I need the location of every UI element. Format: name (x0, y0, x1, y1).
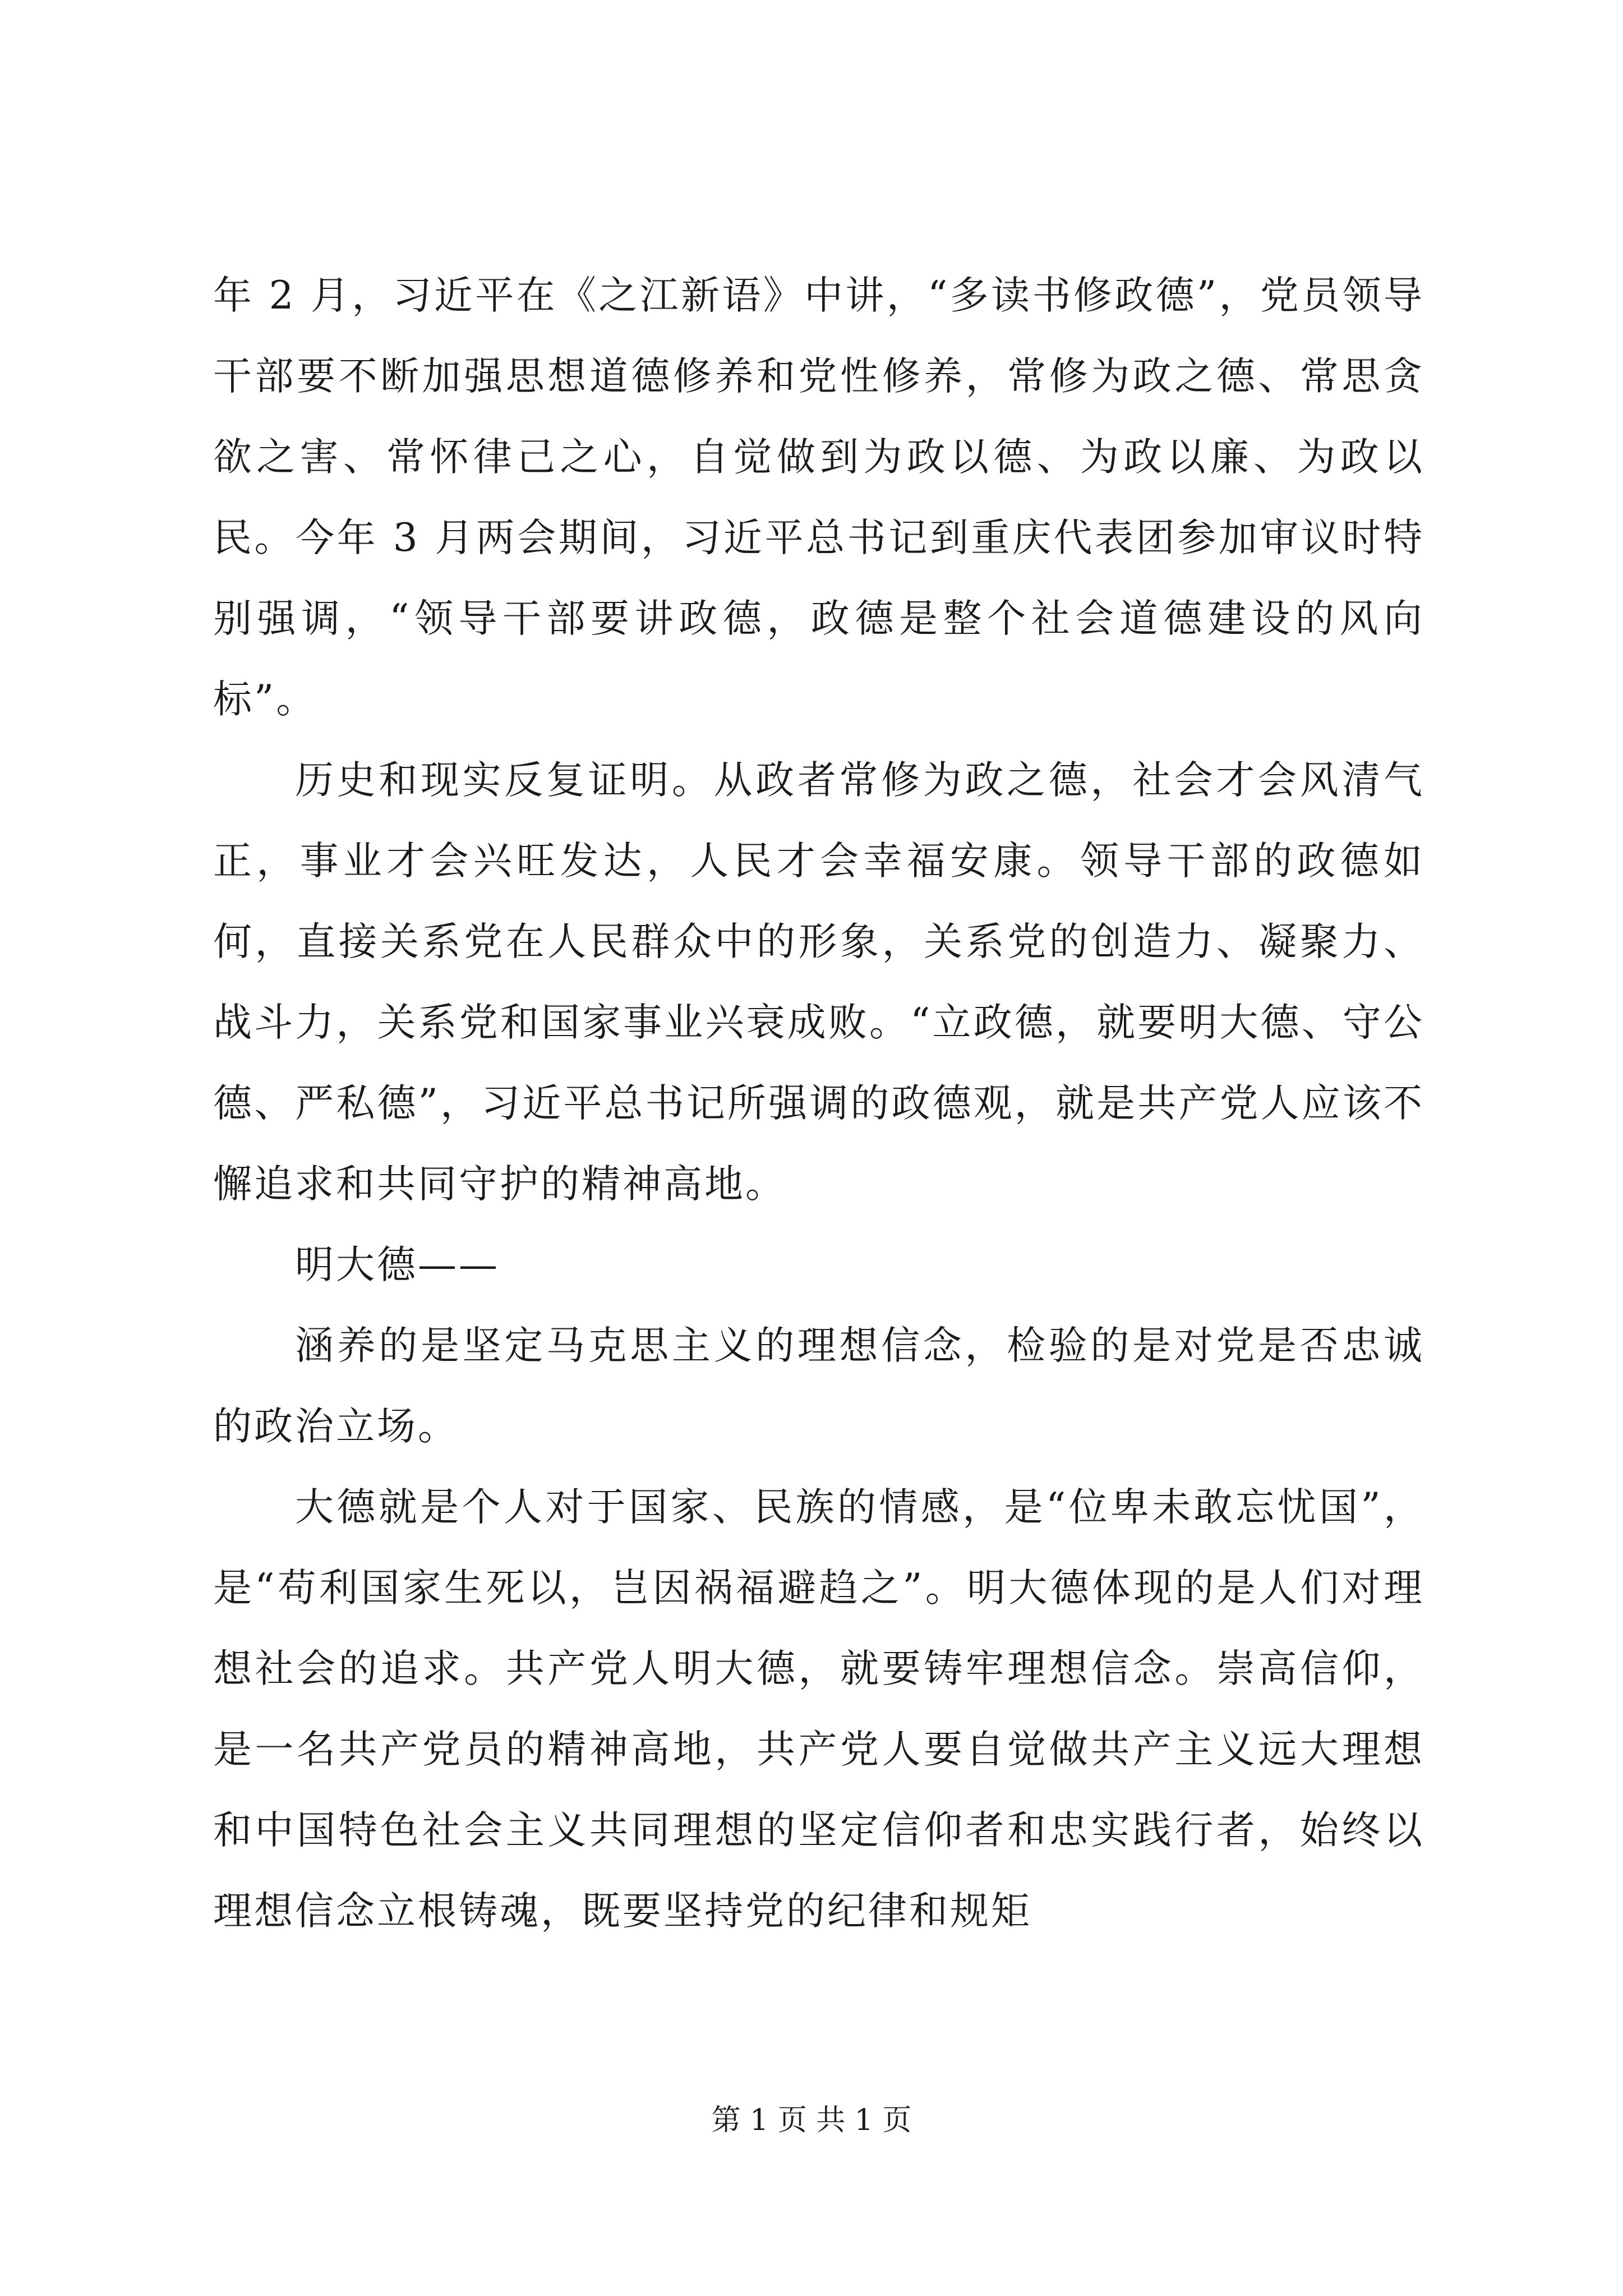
paragraph-2: 历史和现实反复证明。从政者常修为政之德，社会才会风清气正，事业才会兴旺发达，人民才会幸福安康。领导干部的政德如何，直接关系党在人民群众中的形象，关系党的创造力、凝聚力、战斗力，关系党和国家事业兴衰成败。“立政德，就要明大德、守公德、严私德”，习近平总书记所强调的政德观，就是共产党人应该不懈追求和共同守护的精神高地。 (213, 758, 1424, 1207)
document-body (213, 255, 1424, 1952)
page-footer: 第 1 页 共 1 页 (711, 2104, 912, 2137)
paragraph-1: 年 2 月，习近平在《之江新语》中讲，“多读书修政德”，党员领导干部要不断加强思想道德修养和党性修养，常修为政之德、常思贪欲之害、常怀律己之心，自觉做到为政以德、为政以廉、为政以民。今年 3 月两会期间，习近平总书记到重庆代表团参加审议时特别强调，“领导干部要讲政德，政德是整个社会道德建设的风向标”。 (213, 273, 1424, 722)
section-heading: 明大德—— (295, 1243, 500, 1287)
paragraph-4: 大德就是个人对于国家、民族的情感，是“位卑未敢忘忧国”，是“苟利国家生死以，岂因祸福避趋之”。明大德体现的是人们对理想社会的追求。共产党人明大德，就要铸牢理想信念。崇高信仰，是一名共产党员的精神高地，共产党人要自觉做共产主义远大理想和中国特色社会主义共同理想的坚定信仰者和忠实践行者，始终以理想信念立根铸魂，既要坚持党的纪律和规矩 (213, 1485, 1424, 1934)
paragraph-3: 涵养的是坚定马克思主义的理想信念，检验的是对党是否忠诚的政治立场。 (213, 1323, 1424, 1449)
